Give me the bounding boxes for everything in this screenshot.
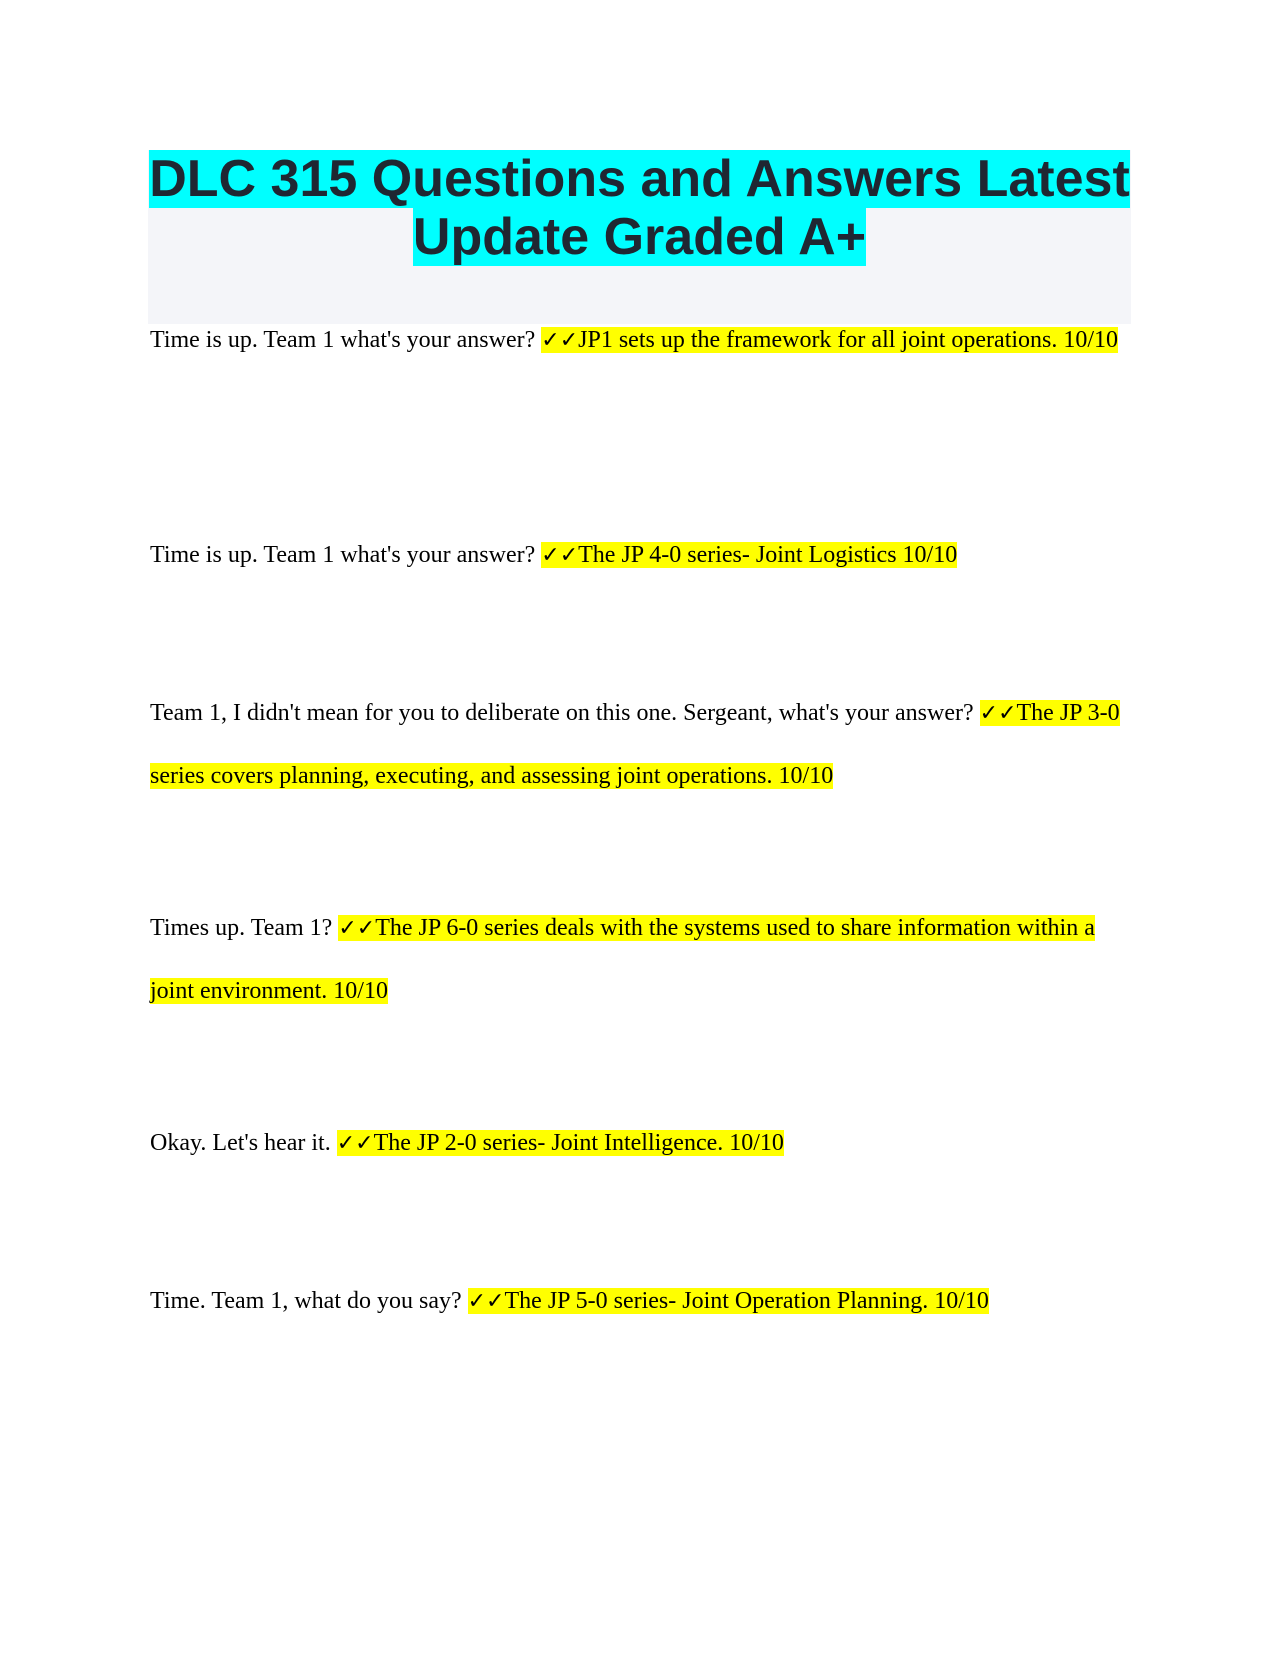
question-text: Time is up. Team 1 what's your answer? — [150, 327, 536, 353]
qa-item-1 — [150, 309, 1140, 372]
question-text: Times up. Team 1? — [150, 915, 333, 941]
question-text: Time. Team 1, what do you say? — [150, 1288, 462, 1314]
question-text: Team 1, I didn't mean for you to deliberate on this one. Sergeant, what's your answer? — [150, 700, 974, 726]
double-check-icon: ✓✓ — [336, 1131, 374, 1156]
double-check-icon: ✓✓ — [338, 916, 376, 941]
answer-text: The JP 3-0 series covers planning, executing, and assessing joint operations. 10/10 — [150, 700, 1120, 789]
title-banner — [148, 150, 1131, 324]
answer-highlight — [337, 1130, 784, 1156]
answer-highlight — [541, 327, 1118, 353]
question-text: Okay. Let's hear it. — [150, 1130, 331, 1156]
document-title — [148, 150, 1131, 266]
answer-text: The JP 2-0 series- Joint Intelligence. 10/10 — [373, 1130, 784, 1156]
qa-item-2 — [150, 524, 1140, 587]
answer-highlight — [468, 1288, 989, 1314]
title-line-2: Update Graded A+ — [412, 208, 867, 266]
answer-text: The JP 4-0 series- Joint Logistics 10/10 — [578, 542, 958, 568]
double-check-icon: ✓✓ — [541, 543, 579, 568]
double-check-icon: ✓✓ — [541, 328, 579, 353]
qa-item-6 — [150, 1270, 1140, 1333]
qa-item-4 — [150, 897, 1140, 1023]
double-check-icon: ✓✓ — [467, 1289, 505, 1314]
question-text: Time is up. Team 1 what's your answer? — [150, 542, 536, 568]
answer-text: JP1 sets up the framework for all joint operations. 10/10 — [578, 327, 1119, 353]
double-check-icon: ✓✓ — [979, 701, 1017, 726]
title-line-1: DLC 315 Questions and Answers Latest — [149, 150, 1130, 208]
qa-item-5 — [150, 1112, 1140, 1175]
answer-text: The JP 6-0 series deals with the systems used to share information within a joint environment. 10/10 — [150, 915, 1095, 1004]
answer-text: The JP 5-0 series- Joint Operation Planning. 10/10 — [504, 1288, 989, 1314]
qa-item-3 — [150, 682, 1140, 808]
answer-highlight — [541, 542, 957, 568]
